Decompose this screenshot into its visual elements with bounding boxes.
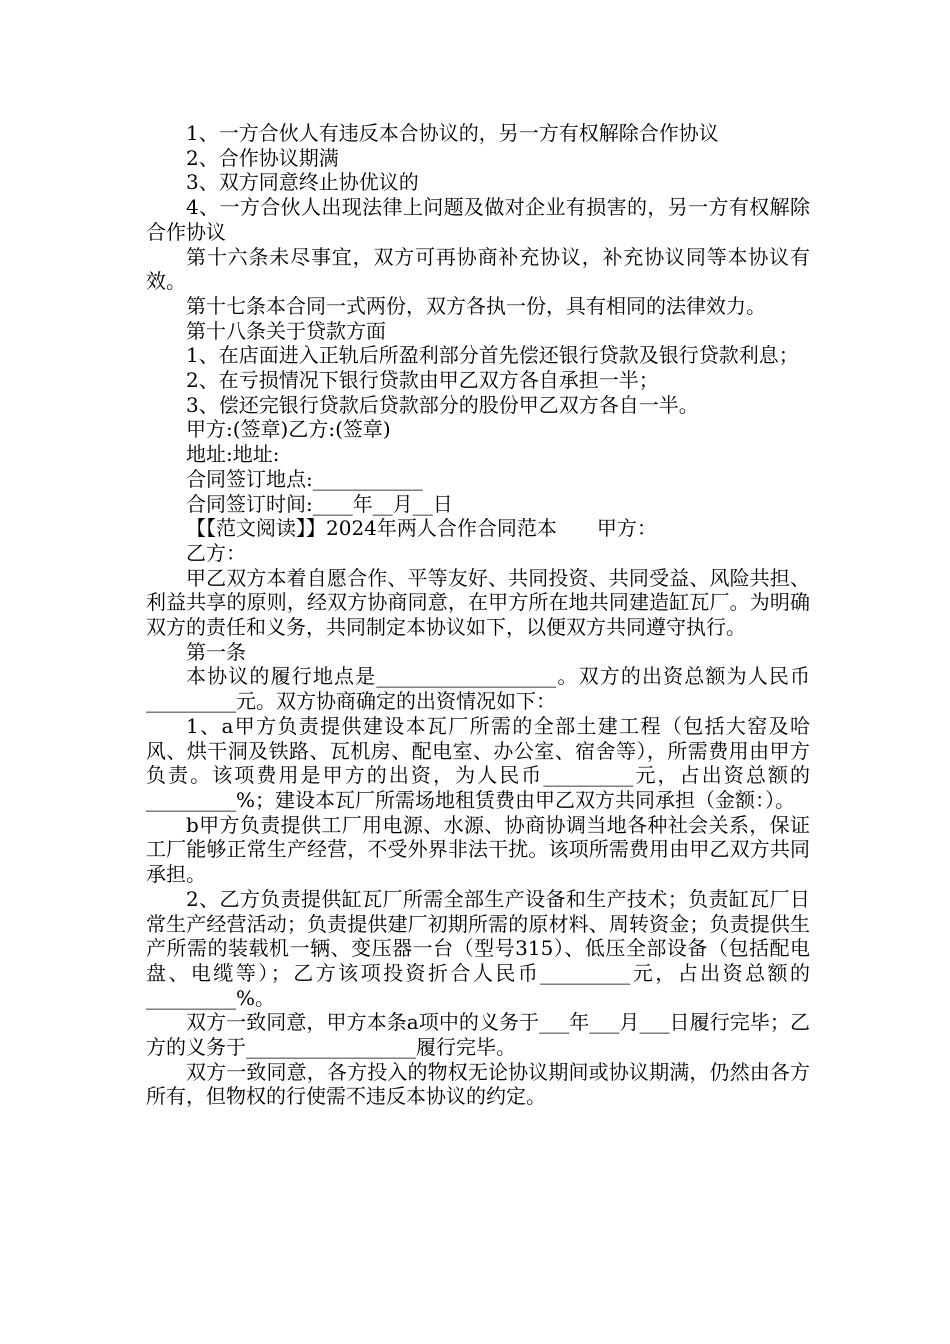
preamble: 甲乙双方本着自愿合作、平等友好、共同投资、共同受益、风险共担、利益共享的原则，经双方协商同意，在甲方所在地共同建造缸瓦厂。为明确双方的责任和义务，共同制定本协议如下，以便双方共同遵守执行。 (146, 565, 810, 640)
article-18-heading: 第十八条关于贷款方面 (186, 318, 386, 343)
sample-title-line: 【【范文阅读】】2024年两人合作合同范本 甲方： (186, 516, 657, 541)
article-1-property: 双方一致同意，各方投入的物权无论协议期间或协议期满，仍然由各方所有，但物权的行使需不违反本协议的约定。 (146, 1059, 810, 1109)
loan-item-3: 3、偿还完银行贷款后贷款部分的股份甲乙双方各自一半。 (186, 392, 699, 417)
article-1-item-1a: 1、a甲方负责提供建设本瓦厂所需的全部土建工程（包括大窑及哈风、烘干洞及铁路、瓦机房、配电室、办公室、宿舍等），所需费用由甲方负责。该项费用是甲方的出资，为人民币_________元，占出资总额的_________%；建设本瓦厂所需场地租赁费由甲乙双方共同承担（金额：）。 (146, 713, 810, 812)
loan-item-1: 1、在店面进入正轨后所盈利部分首先偿还银行贷款及银行贷款利息； (186, 343, 799, 368)
address-line: 地址:地址: (186, 442, 280, 467)
loan-item-2: 2、在亏损情况下银行贷款由甲乙双方各自承担一半； (186, 368, 659, 393)
article-16: 第十六条未尽事宜，双方可再协商补充协议，补充协议同等本协议有效。 (146, 244, 810, 294)
article-1-heading: 第一条 (186, 639, 246, 664)
clause-terminate-2: 2、合作协议期满 (186, 145, 339, 170)
article-1-completion: 双方一致同意，甲方本条a项中的义务于___年___月___日履行完毕；乙方的义务于_________________履行完毕。 (146, 1010, 810, 1060)
signing-place-line: 合同签订地点:___________ (186, 466, 423, 491)
article-17: 第十七条本合同一式两份，双方各执一份，具有相同的法律效力。 (186, 293, 766, 318)
document-page (146, 121, 810, 1109)
clause-terminate-1: 1、一方合伙人有违反本合协议的，另一方有权解除合作协议 (186, 121, 719, 145)
signature-line: 甲方:(签章)乙方:(签章) (186, 417, 391, 442)
party-b-line: 乙方： (186, 540, 246, 565)
article-1-location: 本协议的履行地点是__________________。双方的出资总额为人民币_________元。双方协商确定的出资情况如下： (146, 664, 810, 714)
article-1-item-1b: b甲方负责提供工厂用电源、水源、协商协调当地各种社会关系，保证工厂能够正常生产经营，不受外界非法干扰。该项所需费用由甲乙双方共同承担。 (146, 812, 810, 887)
clause-terminate-4: 4、一方合伙人出现法律上问题及做对企业有损害的，另一方有权解除合作协议 (146, 195, 810, 244)
clause-terminate-3: 3、双方同意终止协优议的 (186, 170, 419, 195)
article-1-item-2: 2、乙方负责提供缸瓦厂所需全部生产设备和生产技术；负责缸瓦厂日常生产经营活动；负责提供建厂初期所需的原材料、周转资金；负责提供生产所需的装载机一辆、变压器一台（型号315）、低压全部设备（包括配电盘、电缆等）；乙方该项投资折合人民币_________元，占出资总额的_________%。 (146, 886, 810, 1010)
signing-date-line: 合同签订时间:____年__月__日 (186, 491, 453, 516)
